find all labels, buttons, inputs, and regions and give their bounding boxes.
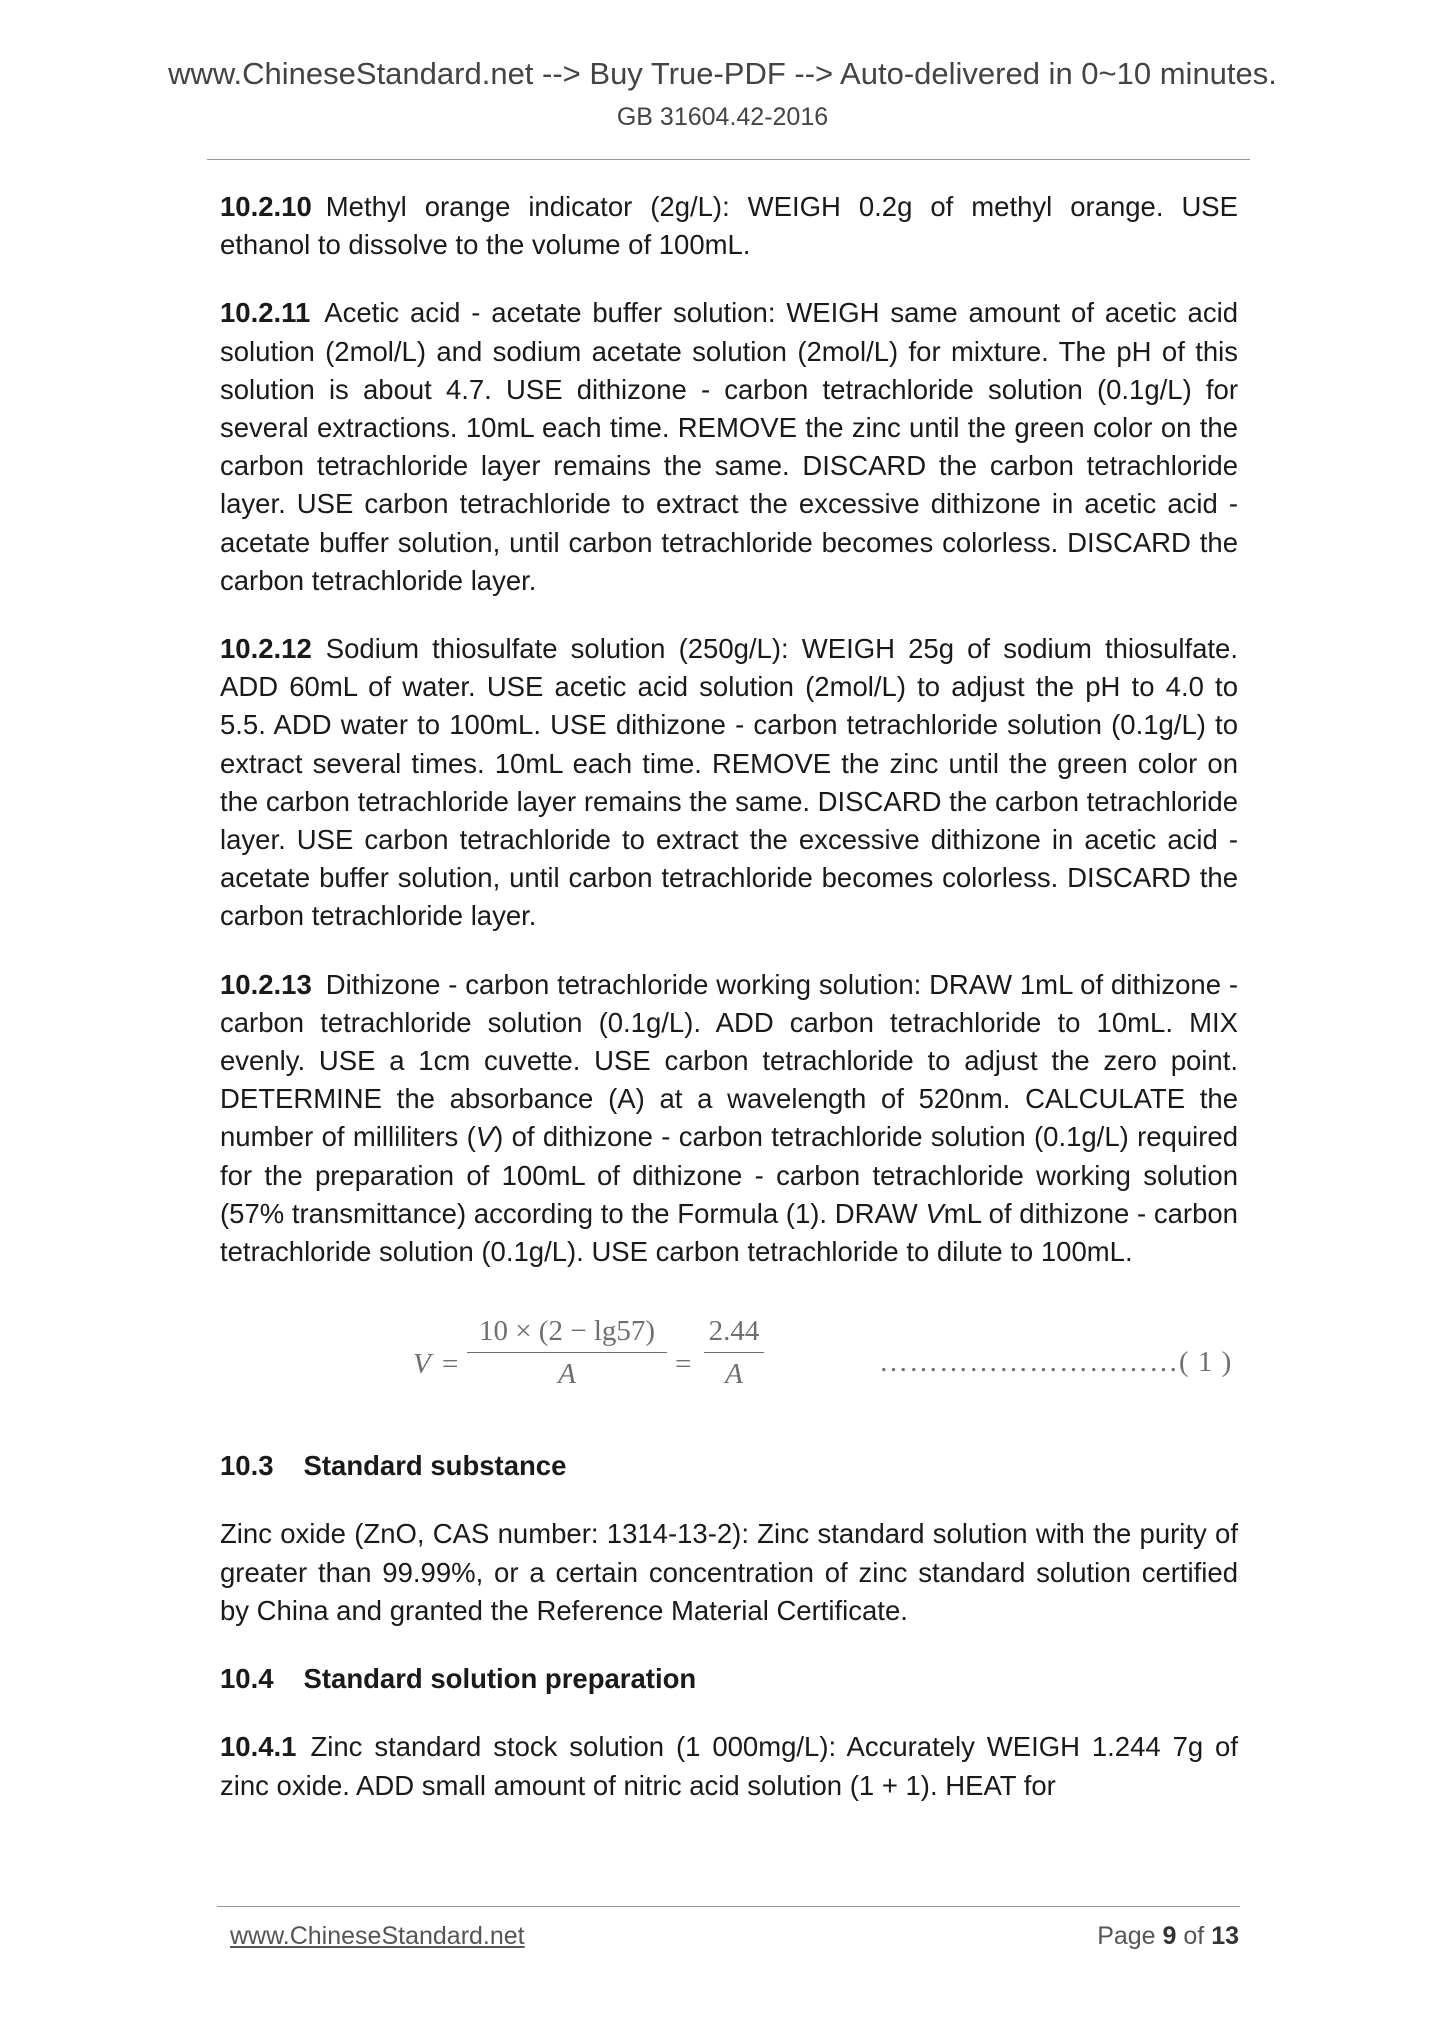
- section-text: Zinc standard stock solution (1 000mg/L): Accurately WEIGH 1.244 7g of zinc oxide. ADD small amount of nitric acid solution (1 + 1). HEAT for: [220, 1731, 1238, 1801]
- heading-10-4: [220, 1660, 1238, 1698]
- footer-divider: [217, 1906, 1240, 1907]
- formula-label: …………………………( 1 ): [879, 1346, 1233, 1379]
- fraction-denominator: A: [558, 1358, 576, 1391]
- section-number: 10.2.11: [220, 297, 311, 329]
- variable-v: V: [925, 1197, 944, 1229]
- page-footer: [230, 1922, 1239, 1958]
- formula-lhs: V: [413, 1348, 431, 1381]
- heading-number: 10.3: [220, 1450, 274, 1482]
- page-header: [0, 56, 1445, 132]
- heading-title: Standard solution preparation: [303, 1663, 697, 1695]
- section-number: 10.2.12: [220, 633, 312, 665]
- section-10-3-text: [220, 1515, 1238, 1630]
- heading-number: 10.4: [220, 1663, 274, 1695]
- header-banner[interactable]: www.ChineseStandard.net --> Buy True-PDF --> Auto-delivered in 0~10 minutes.: [168, 56, 1277, 91]
- section-10-2-13: [220, 966, 1238, 1272]
- page-current: 9: [1162, 1922, 1177, 1950]
- formula-1: [220, 1313, 1238, 1413]
- section-text-part-b: ) of dithizone - carbon tetrachloride solution (0.1g/L) required for the preparation of 100mL of dithizone - carbon tetrachloride working solution (57% transmittance) according to the Formula (1). DRAW: [220, 1121, 1239, 1229]
- footer-site-link[interactable]: www.ChineseStandard.net: [230, 1922, 525, 1950]
- section-number: 10.2.13: [220, 968, 312, 1000]
- section-10-2-12: [220, 630, 1238, 936]
- section-10-2-10: [220, 188, 1238, 264]
- formula-equals: =: [442, 1348, 459, 1381]
- section-text-part-c: mL of dithizone - carbon tetrachloride solution (0.1g/L). USE carbon tetrachloride to dilute to 100mL.: [220, 1197, 1238, 1268]
- fraction-denominator: A: [725, 1358, 743, 1391]
- section-text: Zinc oxide (ZnO, CAS number: 1314-13-2): Zinc standard solution with the purity of greater than 99.99%, or a certain concentration of zinc standard solution certified by China and granted the Reference Material Certificate.: [220, 1518, 1238, 1626]
- section-text-part-a: Dithizone - carbon tetrachloride working solution: DRAW 1mL of dithizone - carbon tetrachloride solution (0.1g/L). ADD carbon tetrachloride to 10mL. MIX evenly. USE a 1cm cuvette. USE carbon tetrachloride to adjust the zero point. DETERMINE the absorbance (A) at a wavelength of 520nm. CALCULATE the number of milliliters (: [220, 968, 1238, 1153]
- page-prefix: Page: [1097, 1922, 1163, 1950]
- formula-fraction-1: [467, 1313, 667, 1392]
- header-divider: [207, 159, 1250, 160]
- section-text: Sodium thiosulfate solution (250g/L): WEIGH 25g of sodium thiosulfate. ADD 60mL of water. USE acetic acid solution (2mol/L) to adjust the pH to 4.0 to 5.5. ADD water to 100mL. USE dithizone - carbon tetrachloride solution (0.1g/L) to extract several times. 10mL each time. REMOVE the zinc until the green color on the carbon tetrachloride layer remains the same. DISCARD the carbon tetrachloride layer. USE carbon tetrachloride to extract the excessive dithizone in acetic acid - acetate buffer solution, until carbon tetrachloride becomes colorless. DISCARD the carbon tetrachloride layer.: [220, 633, 1238, 932]
- page-of: of: [1176, 1922, 1212, 1950]
- page-total: 13: [1211, 1922, 1239, 1950]
- document-body: [220, 188, 1238, 1835]
- variable-v: V: [475, 1121, 495, 1153]
- fraction-numerator: 2.44: [708, 1315, 760, 1348]
- section-text: Acetic acid - acetate buffer solution: WEIGH same amount of acetic acid solution (2mol/L) and sodium acetate solution (2mol/L) for mixture. The pH of this solution is about 4.7. USE dithizone - carbon tetrachloride solution (0.1g/L) for several extractions. 10mL each time. REMOVE the zinc until the green color on the carbon tetrachloride layer remains the same. DISCARD the carbon tetrachloride layer. USE carbon tetrachloride to extract the excessive dithizone in acetic acid - acetate buffer solution, until carbon tetrachloride becomes colorless. DISCARD the carbon tetrachloride layer.: [220, 297, 1238, 596]
- section-number: 10.4.1: [220, 1731, 297, 1763]
- heading-10-3: [220, 1447, 1238, 1485]
- formula-fraction-2: [704, 1313, 764, 1392]
- formula-equals: =: [675, 1348, 692, 1381]
- fraction-bar: [467, 1352, 667, 1353]
- fraction-bar: [704, 1352, 764, 1353]
- section-10-4-1: [220, 1728, 1238, 1804]
- heading-title: Standard substance: [303, 1450, 567, 1482]
- section-10-2-11: [220, 294, 1238, 600]
- section-text: Methyl orange indicator (2g/L): WEIGH 0.2g of methyl orange. USE ethanol to dissolve to the volume of 100mL.: [220, 191, 1238, 261]
- standard-code: GB 31604.42-2016: [616, 103, 829, 131]
- page-indicator: [1097, 1922, 1239, 1951]
- fraction-numerator: 10 × (2 − lg57): [478, 1315, 656, 1348]
- section-number: 10.2.10: [220, 191, 312, 222]
